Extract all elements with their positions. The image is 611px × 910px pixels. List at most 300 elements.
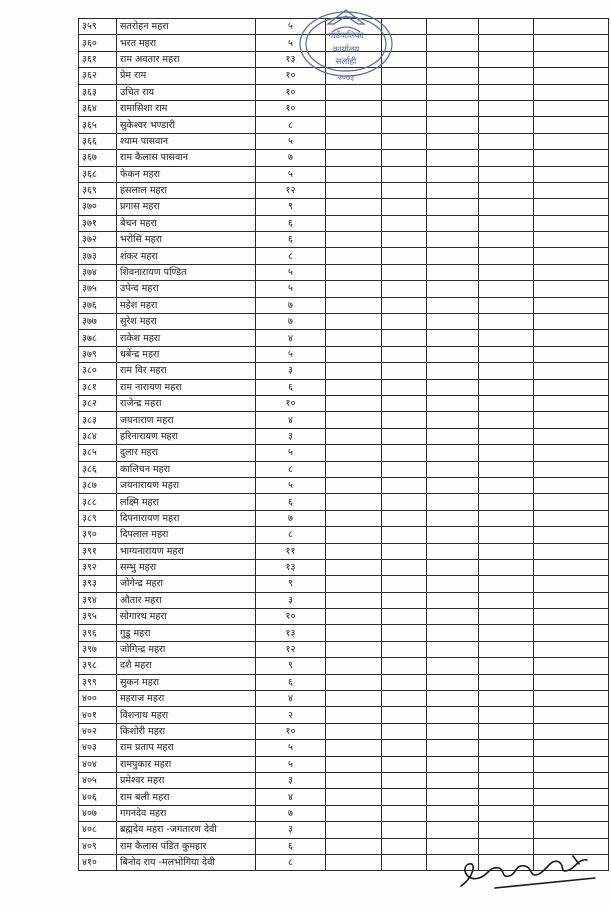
name-cell: हरिनारायण महरा	[117, 428, 256, 444]
table-row	[79, 297, 609, 313]
empty-cell	[382, 740, 427, 756]
empty-cell	[427, 133, 479, 149]
empty-cell	[427, 477, 479, 493]
member-count-cell: ३	[256, 772, 326, 788]
member-count-cell: ९	[256, 199, 326, 215]
empty-cell	[326, 707, 382, 723]
name-cell: जोगेन्द्र महरा	[117, 576, 256, 592]
name-cell: प्रमेश्वर महरा	[117, 772, 256, 788]
name-cell: महेश महरा	[117, 297, 256, 313]
member-count-cell: ८	[256, 461, 326, 477]
serial-number-cell: ३८२	[79, 395, 117, 411]
table-row	[79, 723, 609, 739]
serial-number-cell: ३७१	[79, 215, 117, 231]
serial-number-cell: ४०९	[79, 838, 117, 854]
member-count-cell: १०	[256, 100, 326, 116]
empty-cell	[479, 494, 534, 510]
empty-cell	[382, 461, 427, 477]
empty-cell	[326, 428, 382, 444]
empty-cell	[534, 723, 609, 739]
empty-cell	[326, 641, 382, 657]
table-row	[79, 215, 609, 231]
empty-cell	[534, 641, 609, 657]
empty-cell	[326, 691, 382, 707]
empty-cell	[534, 232, 609, 248]
empty-cell	[427, 264, 479, 280]
empty-cell	[326, 166, 382, 182]
empty-cell	[326, 215, 382, 231]
empty-cell	[479, 248, 534, 264]
member-count-cell: ६	[256, 215, 326, 231]
serial-number-cell: ३९६	[79, 625, 117, 641]
empty-cell	[326, 379, 382, 395]
empty-cell	[427, 510, 479, 526]
empty-cell	[427, 412, 479, 428]
empty-cell	[382, 346, 427, 362]
empty-cell	[479, 232, 534, 248]
name-cell: औतार महरा	[117, 592, 256, 608]
serial-number-cell: ३८५	[79, 445, 117, 461]
empty-cell	[382, 412, 427, 428]
member-count-cell: ६	[256, 379, 326, 395]
table-row	[79, 789, 609, 805]
table-row	[79, 314, 609, 330]
serial-number-cell: ३९१	[79, 543, 117, 559]
empty-cell	[479, 477, 534, 493]
member-count-cell: २	[256, 707, 326, 723]
empty-cell	[479, 35, 534, 51]
member-count-cell: ५	[256, 35, 326, 51]
empty-cell	[534, 592, 609, 608]
empty-cell	[479, 199, 534, 215]
empty-cell	[427, 756, 479, 772]
empty-cell	[326, 723, 382, 739]
empty-cell	[382, 494, 427, 510]
serial-number-cell: ३७५	[79, 281, 117, 297]
table-row	[79, 330, 609, 346]
name-cell: राम कैलास पंडित कुमहार	[117, 838, 256, 854]
serial-number-cell: ३७३	[79, 248, 117, 264]
empty-cell	[382, 576, 427, 592]
member-count-cell: ६	[256, 494, 326, 510]
empty-cell	[479, 412, 534, 428]
table-row	[79, 756, 609, 772]
table-row	[79, 281, 609, 297]
empty-cell	[382, 822, 427, 838]
empty-cell	[479, 182, 534, 198]
serial-number-cell: ३९२	[79, 559, 117, 575]
office-seal-stamp	[292, 2, 400, 90]
empty-cell	[382, 641, 427, 657]
member-count-cell: ९	[256, 658, 326, 674]
empty-cell	[479, 281, 534, 297]
empty-cell	[534, 215, 609, 231]
table-row	[79, 150, 609, 166]
empty-cell	[382, 117, 427, 133]
empty-cell	[534, 133, 609, 149]
empty-cell	[382, 428, 427, 444]
table-body	[79, 19, 609, 871]
empty-cell	[382, 477, 427, 493]
empty-cell	[427, 281, 479, 297]
table-row	[79, 805, 609, 821]
empty-cell	[326, 559, 382, 575]
empty-cell	[326, 527, 382, 543]
empty-cell	[326, 363, 382, 379]
member-count-cell: ५	[256, 756, 326, 772]
member-count-cell: ४	[256, 330, 326, 346]
table-row	[79, 166, 609, 182]
empty-cell	[427, 51, 479, 67]
table-row	[79, 592, 609, 608]
empty-cell	[479, 576, 534, 592]
empty-cell	[326, 756, 382, 772]
empty-cell	[479, 297, 534, 313]
member-count-cell: ६	[256, 232, 326, 248]
empty-cell	[479, 363, 534, 379]
member-count-cell: ५	[256, 346, 326, 362]
serial-number-cell: ३९७	[79, 641, 117, 657]
name-cell: श्याम पासवान	[117, 133, 256, 149]
empty-cell	[534, 756, 609, 772]
serial-number-cell: ४०८	[79, 822, 117, 838]
name-cell: फेकन महरा	[117, 166, 256, 182]
empty-cell	[326, 232, 382, 248]
member-count-cell: ५	[256, 133, 326, 149]
empty-cell	[427, 543, 479, 559]
empty-cell	[382, 379, 427, 395]
empty-cell	[382, 658, 427, 674]
empty-cell	[479, 461, 534, 477]
empty-cell	[382, 805, 427, 821]
empty-cell	[479, 691, 534, 707]
empty-cell	[534, 822, 609, 838]
empty-cell	[479, 68, 534, 84]
empty-cell	[534, 527, 609, 543]
member-count-cell: ७	[256, 314, 326, 330]
member-count-cell: ७	[256, 805, 326, 821]
name-cell: कालिचन महरा	[117, 461, 256, 477]
serial-number-cell: ४०४	[79, 756, 117, 772]
empty-cell	[326, 740, 382, 756]
member-count-cell: १०	[256, 723, 326, 739]
empty-cell	[479, 19, 534, 35]
table-row	[79, 117, 609, 133]
empty-cell	[326, 461, 382, 477]
empty-cell	[479, 166, 534, 182]
serial-number-cell: ३९८	[79, 658, 117, 674]
empty-cell	[382, 395, 427, 411]
empty-cell	[382, 232, 427, 248]
empty-cell	[479, 445, 534, 461]
empty-cell	[479, 150, 534, 166]
table-row	[79, 658, 609, 674]
name-cell: भरोसि महरा	[117, 232, 256, 248]
empty-cell	[534, 772, 609, 788]
table-row	[79, 625, 609, 641]
empty-cell	[427, 248, 479, 264]
table-row	[79, 527, 609, 543]
serial-number-cell: ३८८	[79, 494, 117, 510]
name-cell: धर्बेन्द्र महरा	[117, 346, 256, 362]
empty-cell	[534, 445, 609, 461]
empty-cell	[382, 691, 427, 707]
table-row	[79, 363, 609, 379]
serial-number-cell: ३८६	[79, 461, 117, 477]
name-cell: ब्रह्मदेव महरा -जगतारण देवी	[117, 822, 256, 838]
table-row	[79, 609, 609, 625]
serial-number-cell: ३७४	[79, 264, 117, 280]
empty-cell	[534, 264, 609, 280]
member-count-cell: ४	[256, 412, 326, 428]
empty-cell	[534, 100, 609, 116]
empty-cell	[382, 609, 427, 625]
empty-cell	[326, 592, 382, 608]
member-count-cell: ८	[256, 117, 326, 133]
table-row	[79, 395, 609, 411]
serial-number-cell: ३६९	[79, 182, 117, 198]
serial-number-cell: ४००	[79, 691, 117, 707]
empty-cell	[326, 789, 382, 805]
empty-cell	[534, 789, 609, 805]
empty-cell	[326, 346, 382, 362]
empty-cell	[534, 658, 609, 674]
empty-cell	[382, 625, 427, 641]
name-cell: राम कैलास पासवान	[117, 150, 256, 166]
empty-cell	[534, 477, 609, 493]
empty-cell	[534, 51, 609, 67]
empty-cell	[326, 199, 382, 215]
empty-cell	[427, 84, 479, 100]
empty-cell	[534, 297, 609, 313]
empty-cell	[382, 314, 427, 330]
empty-cell	[534, 19, 609, 35]
empty-cell	[382, 527, 427, 543]
empty-cell	[427, 559, 479, 575]
table-row	[79, 691, 609, 707]
empty-cell	[326, 150, 382, 166]
empty-cell	[479, 379, 534, 395]
empty-cell	[534, 281, 609, 297]
empty-cell	[534, 461, 609, 477]
empty-cell	[534, 543, 609, 559]
name-cell: उपेन्द महरा	[117, 281, 256, 297]
empty-cell	[479, 772, 534, 788]
empty-cell	[326, 117, 382, 133]
empty-cell	[427, 68, 479, 84]
empty-cell	[326, 412, 382, 428]
table-row	[79, 559, 609, 575]
name-cell: हंसलाल महरा	[117, 182, 256, 198]
empty-cell	[326, 772, 382, 788]
member-count-cell: ५	[256, 166, 326, 182]
seal-text-line: सर्लाही	[335, 57, 357, 67]
serial-number-cell: ३६२	[79, 68, 117, 84]
empty-cell	[326, 297, 382, 313]
empty-cell	[427, 625, 479, 641]
empty-cell	[382, 756, 427, 772]
member-count-cell: १०	[256, 395, 326, 411]
empty-cell	[427, 789, 479, 805]
empty-cell	[534, 379, 609, 395]
name-cell: सुकेश्वर भण्डारी	[117, 117, 256, 133]
empty-cell	[534, 199, 609, 215]
empty-cell	[326, 658, 382, 674]
empty-cell	[382, 330, 427, 346]
empty-cell	[479, 559, 534, 575]
member-count-cell: ७	[256, 150, 326, 166]
member-count-cell: ४	[256, 789, 326, 805]
empty-cell	[326, 330, 382, 346]
table-row	[79, 674, 609, 690]
name-cell: जयनारायण महरा	[117, 477, 256, 493]
serial-number-cell: ३९३	[79, 576, 117, 592]
serial-number-cell: ४०१	[79, 707, 117, 723]
table-row	[79, 100, 609, 116]
empty-cell	[479, 707, 534, 723]
empty-cell	[534, 150, 609, 166]
empty-cell	[534, 559, 609, 575]
serial-number-cell: ३६५	[79, 117, 117, 133]
name-cell: किशोरी महरा	[117, 723, 256, 739]
empty-cell	[427, 182, 479, 198]
member-count-cell: १३	[256, 625, 326, 641]
empty-cell	[479, 789, 534, 805]
serial-number-cell: ४०५	[79, 772, 117, 788]
empty-cell	[326, 445, 382, 461]
empty-cell	[427, 691, 479, 707]
empty-cell	[427, 379, 479, 395]
serial-number-cell: ३७७	[79, 314, 117, 330]
member-count-cell: ८	[256, 527, 326, 543]
empty-cell	[479, 51, 534, 67]
empty-cell	[534, 330, 609, 346]
serial-number-cell: ३८९	[79, 510, 117, 526]
empty-cell	[382, 772, 427, 788]
empty-cell	[326, 674, 382, 690]
table-row	[79, 232, 609, 248]
empty-cell	[534, 740, 609, 756]
name-cell: सम्भु महरा	[117, 559, 256, 575]
empty-cell	[534, 314, 609, 330]
empty-cell	[479, 674, 534, 690]
member-count-cell: ३	[256, 363, 326, 379]
table-row	[79, 740, 609, 756]
serial-number-cell: ३८४	[79, 428, 117, 444]
empty-cell	[427, 658, 479, 674]
empty-cell	[326, 838, 382, 854]
empty-cell	[427, 19, 479, 35]
empty-cell	[382, 559, 427, 575]
name-cell: दुलार महरा	[117, 445, 256, 461]
member-count-cell: ९	[256, 576, 326, 592]
empty-cell	[326, 494, 382, 510]
empty-cell	[326, 854, 382, 870]
name-cell: राम अवतार महरा	[117, 51, 256, 67]
table-row	[79, 445, 609, 461]
empty-cell	[326, 609, 382, 625]
empty-cell	[427, 232, 479, 248]
empty-cell	[534, 494, 609, 510]
empty-cell	[479, 740, 534, 756]
empty-cell	[534, 576, 609, 592]
empty-cell	[382, 363, 427, 379]
empty-cell	[427, 772, 479, 788]
name-cell: जोगिन्द्र महरा	[117, 641, 256, 657]
name-cell: भरत महरा	[117, 35, 256, 51]
empty-cell	[427, 707, 479, 723]
serial-number-cell: ३९४	[79, 592, 117, 608]
empty-cell	[479, 215, 534, 231]
serial-number-cell: ३७६	[79, 297, 117, 313]
serial-number-cell: ३६३	[79, 84, 117, 100]
name-cell: प्रगास महरा	[117, 199, 256, 215]
empty-cell	[479, 592, 534, 608]
serial-number-cell: ३९९	[79, 674, 117, 690]
empty-cell	[326, 182, 382, 198]
member-count-cell: ५	[256, 740, 326, 756]
seal-text-line: कार्यालय	[332, 45, 360, 55]
name-cell: रामपुकार महरा	[117, 756, 256, 772]
empty-cell	[479, 543, 534, 559]
empty-cell	[427, 199, 479, 215]
serial-number-cell: ३८०	[79, 363, 117, 379]
serial-number-cell: ४०७	[79, 805, 117, 821]
empty-cell	[382, 215, 427, 231]
empty-cell	[382, 543, 427, 559]
empty-cell	[479, 117, 534, 133]
serial-number-cell: ३६०	[79, 35, 117, 51]
table-row	[79, 707, 609, 723]
empty-cell	[534, 625, 609, 641]
empty-cell	[382, 674, 427, 690]
name-cell: प्रेम राम	[117, 68, 256, 84]
signature-mark	[455, 848, 605, 896]
member-count-cell: ६	[256, 674, 326, 690]
beneficiary-table	[78, 18, 609, 871]
name-cell: बिनोद राय -मलभोगिया देवी	[117, 854, 256, 870]
name-cell: सुरेश महरा	[117, 314, 256, 330]
empty-cell	[326, 477, 382, 493]
empty-cell	[382, 707, 427, 723]
member-count-cell: १२	[256, 641, 326, 657]
empty-cell	[427, 100, 479, 116]
table-row	[79, 248, 609, 264]
empty-cell	[427, 592, 479, 608]
empty-cell	[534, 68, 609, 84]
empty-cell	[534, 707, 609, 723]
empty-cell	[427, 150, 479, 166]
empty-cell	[534, 412, 609, 428]
member-count-cell: १०	[256, 68, 326, 84]
empty-cell	[382, 297, 427, 313]
empty-cell	[534, 346, 609, 362]
table-row	[79, 264, 609, 280]
empty-cell	[427, 822, 479, 838]
empty-cell	[534, 428, 609, 444]
name-cell: महराज महरा	[117, 691, 256, 707]
empty-cell	[479, 658, 534, 674]
empty-cell	[382, 264, 427, 280]
name-cell: सुकन महरा	[117, 674, 256, 690]
serial-number-cell: ३६६	[79, 133, 117, 149]
empty-cell	[427, 35, 479, 51]
member-count-cell: ४	[256, 691, 326, 707]
seal-text-line: २०७३	[337, 73, 355, 82]
name-cell: उचित राय	[117, 84, 256, 100]
member-count-cell: ५	[256, 264, 326, 280]
empty-cell	[479, 723, 534, 739]
